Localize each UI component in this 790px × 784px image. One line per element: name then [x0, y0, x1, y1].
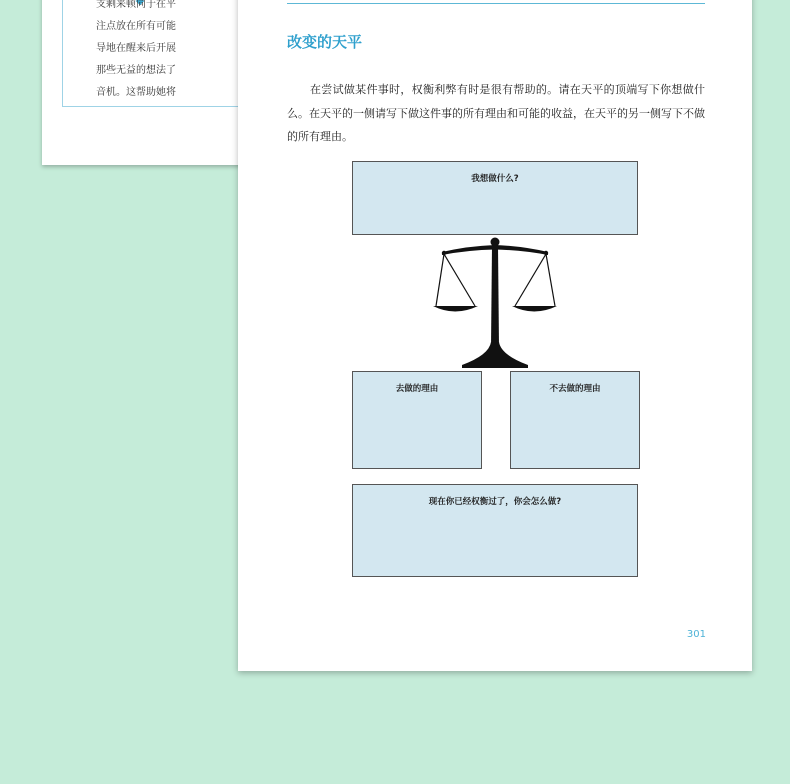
back-page-line: 支剩来顿同于在平 [96, 0, 176, 10]
pro-reasons-label: 去做的理由 [395, 384, 439, 394]
con-reasons-label: 不去做的理由 [549, 384, 601, 394]
front-page [238, 0, 752, 671]
con-reasons-box [510, 371, 640, 469]
body-text: 在尝试做某件事时，权衡利弊有时是很有帮助的。请在天平的顶端写下你想做什么。在天平的一侧请写下做这件事的所有理由和可能的收益，在天平的另一侧写下不做的所有理由。 [287, 83, 705, 143]
pro-reasons-box [352, 371, 482, 469]
back-page-line: 音机。这帮助她将 [96, 87, 176, 98]
back-page-text [96, 0, 246, 104]
back-page-line: 导地在醒来后开展 [96, 43, 176, 54]
back-page-line: 注点放在所有可能 [96, 21, 176, 32]
section-title: 改变的天平 [287, 33, 363, 51]
top-rule [287, 3, 705, 4]
want-box [352, 161, 638, 235]
decision-box [352, 484, 638, 577]
decision-box-label: 现在你已经权衡过了，你会怎么做? [428, 497, 562, 507]
page-number: 301 [686, 629, 706, 640]
want-box-label: 我想做什么? [471, 174, 519, 184]
balance-scale-icon [432, 237, 558, 368]
back-page-line: 那些无益的想法了 [96, 65, 176, 76]
